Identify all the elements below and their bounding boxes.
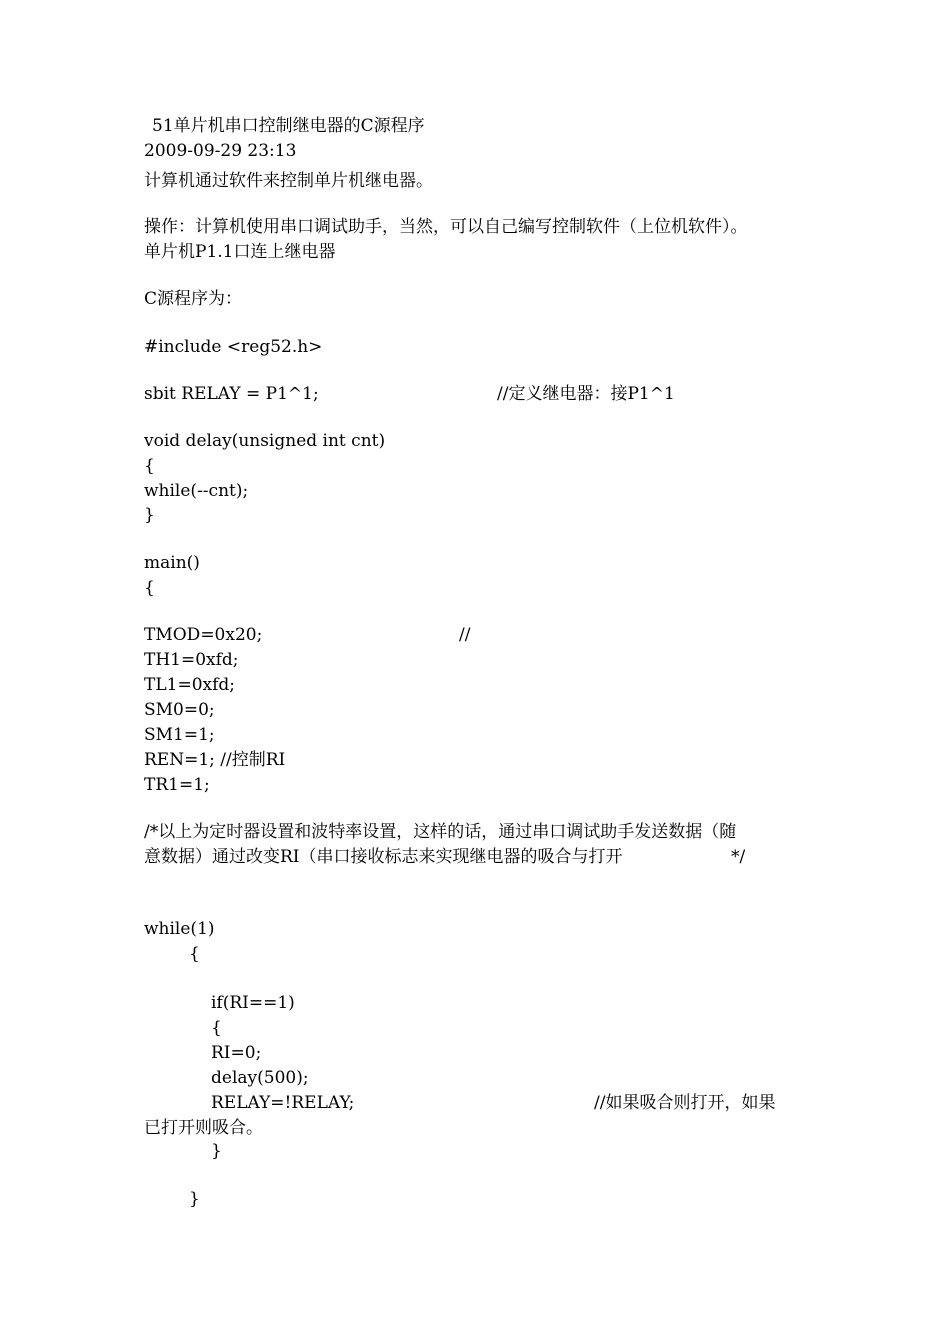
operation-text-line1: 操作：计算机使用串口调试助手，当然，可以自己编写控制软件（上位机软件）。 [144, 217, 748, 237]
code-ren: REN=1; //控制RI [144, 750, 286, 770]
code-sm1: SM1=1; [144, 725, 215, 745]
code-if: if(RI==1) [211, 993, 295, 1013]
document-title: 51单片机串口控制继电器的C源程序 [152, 116, 425, 136]
code-tmod-comment: // [459, 625, 471, 645]
code-include: #include <reg52.h> [144, 337, 323, 357]
code-if-close-brace: } [211, 1141, 222, 1161]
code-tr1: TR1=1; [144, 775, 210, 795]
code-block-comment-end: */ [731, 847, 746, 867]
code-tl1: TL1=0xfd; [144, 675, 235, 695]
code-relay-comment-line1: //如果吸合则打开，如果 [594, 1093, 776, 1113]
post-datetime: 2009-09-29 23:13 [144, 141, 297, 161]
code-delay-signature: void delay(unsigned int cnt) [144, 431, 386, 451]
code-while-close-brace: } [189, 1189, 200, 1209]
code-main-open-brace: { [144, 578, 155, 598]
code-th1: TH1=0xfd; [144, 650, 239, 670]
code-sm0: SM0=0; [144, 700, 215, 720]
code-sbit: sbit RELAY = P1^1; [144, 384, 319, 404]
code-tmod: TMOD=0x20; [144, 625, 263, 645]
code-delay-open-brace: { [144, 456, 155, 476]
code-block-comment-line1: /*以上为定时器设置和波特率设置，这样的话，通过串口调试助手发送数据（随 [144, 822, 737, 842]
code-delay-close-brace: } [144, 505, 155, 525]
code-block-comment-line2: 意数据）通过改变RI（串口接收标志来实现继电器的吸合与打开 [144, 847, 623, 867]
code-while: while(1) [144, 919, 215, 939]
code-if-open-brace: { [211, 1018, 222, 1038]
intro-text: 计算机通过软件来控制单片机继电器。 [144, 171, 433, 191]
operation-text-line2: 单片机P1.1口连上继电器 [144, 242, 336, 262]
code-relay-toggle: RELAY=!RELAY; [211, 1093, 355, 1113]
source-heading: C源程序为： [144, 289, 243, 309]
code-main-signature: main() [144, 553, 200, 573]
code-delay-call: delay(500); [211, 1068, 309, 1088]
code-while-open-brace: { [189, 944, 200, 964]
code-ri-reset: RI=0; [211, 1043, 262, 1063]
code-delay-body: while(--cnt); [144, 481, 249, 501]
code-sbit-comment: //定义继电器：接P1^1 [497, 384, 675, 404]
code-relay-comment-line2: 已打开则吸合。 [144, 1118, 263, 1138]
